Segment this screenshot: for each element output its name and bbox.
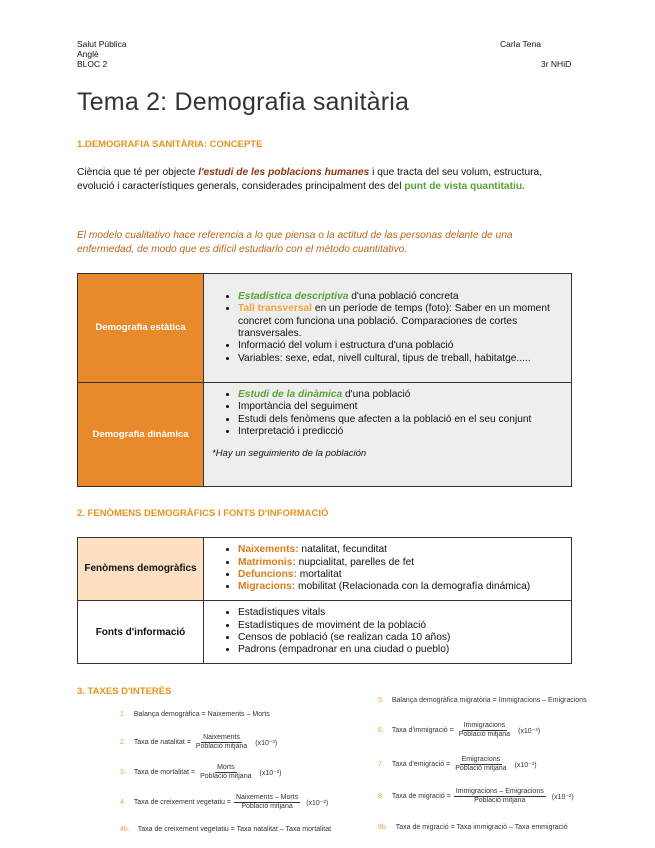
row-content-static bbox=[204, 274, 572, 383]
formula-8: 8. Taxa de migració = $\frac{\text{Immigracions – Emigracions}}{\text{Població mitjana}}$ (x10⁻²) bbox=[378, 788, 574, 804]
formula-5: 5. Balança demogràfica migratòria = Immigracions – Emigracions bbox=[378, 697, 587, 704]
formula-7: 7. Taxa d'emigració = $\frac{\text{Emigracions}}{\text{Població mitjana}}$ (x10⁻³) bbox=[378, 756, 537, 772]
para-text-2: i que tracta del seu volum, estructura, evolució i característiques generals, considerades principalment des del bbox=[77, 167, 543, 192]
row-content-dynamic bbox=[204, 383, 572, 487]
section1-heading: 1.DEMOGRAFIA SANITÀRIA: CONCEPTE bbox=[77, 139, 263, 150]
table-row bbox=[78, 538, 572, 601]
row-content-phenomena bbox=[204, 538, 572, 601]
list-item: • Estudi de la dinàmica d'una població bbox=[238, 389, 563, 401]
list-item: • Migracions: mobilitat (Relacionada con la demografía dinámica) bbox=[238, 581, 563, 593]
list-item: • Estadístiques vitals bbox=[238, 607, 563, 619]
header-author: Carla Tena bbox=[500, 39, 541, 49]
formula-4b: 4b. Taxa de creixement vegetatiu = Taxa natalitat – Taxa mortalitat bbox=[120, 826, 332, 833]
list-item: • Importància del seguiment bbox=[238, 401, 563, 413]
formula-8b: 8b. Taxa de migració = Taxa immigració – Taxa emmigració bbox=[378, 824, 568, 831]
list-item: • Variables: sexe, edat, nivell cultural, tipus de treball, habitatge..... bbox=[238, 353, 563, 365]
row-label-dynamic: Demografia dinàmica bbox=[78, 383, 204, 487]
list-item: • Estadístiques de moviment de la població bbox=[238, 620, 563, 632]
formula-6: 6. Taxa d'immigració = $\frac{\text{Immigracions}}{\text{Població mitjana}}$ (x10⁻³) bbox=[378, 722, 541, 738]
para-green: punt de vista quantitatiu. bbox=[404, 181, 525, 192]
row-content-sources bbox=[204, 601, 572, 664]
section1-note: El modelo cualitativo hace referencia a lo que piensa o la actitud de las personas delante de una enfermedad, de modo que es difícil estudiarlo con el método cuantitativo. bbox=[77, 230, 513, 255]
formula-4: 4. Taxa de creixement vegetatiu = $\frac{\text{Naixements – Morts}}{\text{Població mitjana}}$ (x10⁻²) bbox=[120, 794, 329, 810]
formula-2: 2. Taxa de natalitat = $\frac{\text{Naixements}}{\text{Població mitjana}}$ (x10⁻³) bbox=[120, 734, 278, 750]
header-language: Anglè bbox=[77, 49, 99, 59]
row-label-phenomena: Fenòmens demogràfics bbox=[78, 538, 204, 601]
section1-paragraph bbox=[77, 166, 572, 194]
demography-table bbox=[77, 273, 572, 487]
header-block: BLOC 2 bbox=[77, 59, 108, 69]
para-bold: l'estudi de les poblacions humanes bbox=[198, 167, 370, 178]
dynamic-note: *Hay un seguimiento de la población bbox=[212, 448, 367, 460]
row-label-static: Demografia estàtica bbox=[78, 274, 204, 383]
list-item: • Defuncions: mortalitat bbox=[238, 569, 563, 581]
list-item: • Interpretació i predicció bbox=[238, 426, 563, 438]
formula-3: 3. Taxa de mortalitat = $\frac{\text{Morts}}{\text{Població mitjana}}$ (x10⁻³) bbox=[120, 764, 282, 780]
list-item: • Padrons (empadronar en una ciudad o pueblo) bbox=[238, 644, 563, 656]
phenomena-table bbox=[77, 537, 572, 664]
list-item: • Tall transversal en un període de temps (foto): Saber en un moment concret com funciona una població. Comparaciones de cortes transversales. bbox=[238, 303, 563, 340]
table-row bbox=[78, 601, 572, 664]
section2-heading: 2. FENÒMENS DEMOGRÀFICS I FONTS D'INFORMACIÓ bbox=[77, 508, 329, 519]
formula-1: 1. Balança demogràfica = Naixements – Morts bbox=[120, 711, 270, 718]
table-row bbox=[78, 274, 572, 383]
list-item: • Estudi dels fenòmens que afecten a la població en el seu conjunt bbox=[238, 414, 563, 426]
row-label-sources: Fonts d'informació bbox=[78, 601, 204, 664]
section3-heading: 3. TAXES D'INTERÈS bbox=[77, 686, 172, 697]
header-left bbox=[77, 39, 127, 69]
page-title: Tema 2: Demografia sanitària bbox=[77, 88, 410, 116]
header-class: 3r NHiD bbox=[541, 59, 572, 69]
list-item: • Informació del volum i estructura d'una població bbox=[238, 340, 563, 352]
header-subject: Salut Pública bbox=[77, 39, 127, 49]
list-item: • Naixements: natalitat, fecunditat bbox=[238, 544, 563, 556]
list-item: • Estadística descriptiva d'una població concreta bbox=[238, 291, 563, 303]
list-item: • Matrimonis: nupcialitat, parelles de fet bbox=[238, 557, 563, 569]
table-row bbox=[78, 383, 572, 487]
para-text-1: Ciència que té per objecte bbox=[77, 167, 199, 178]
list-item: • Censos de població (se realizan cada 10 años) bbox=[238, 632, 563, 644]
